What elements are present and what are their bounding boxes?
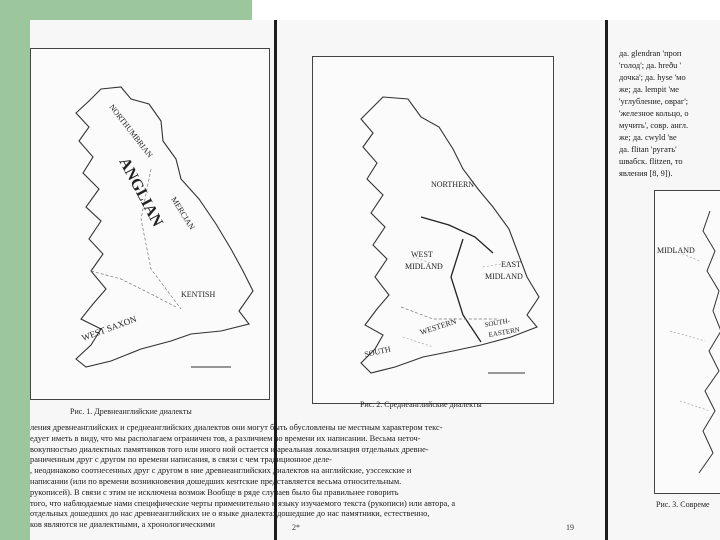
figure-2-caption: Рис. 2. Среднеанглийские диалекты xyxy=(360,400,482,409)
gloss-line: 'углубление, овраг'; xyxy=(619,97,689,106)
footnote-mark: 2* xyxy=(292,523,300,532)
text-line: , неодинаково соотнесенных друг с другом в ние древнеанглийских диалектов на английские, уэссекские и xyxy=(30,466,412,476)
text-line: ления древнеанглийских и среднеанглийских диалектов они могут быть обусловлены не местным характером текс- xyxy=(30,423,443,432)
map2-label: EASTERN xyxy=(487,325,521,339)
text-line: рукописей). В связи с этим не исключена возмож Вообще в ряде случаев было бы правильнее говорить xyxy=(30,487,399,497)
page-number: 19 xyxy=(566,523,574,532)
gloss-line: 'голод'; да. hreðu ' xyxy=(619,61,681,70)
gloss-line: дочка'; да. hyse 'мо xyxy=(619,73,686,82)
figure-1-caption: Рис. 1. Древнеанглийские диалекты xyxy=(70,407,192,416)
map-old-english-dialects xyxy=(30,48,270,400)
gloss-line: же; да. lempit 'ме xyxy=(619,85,679,94)
gloss-line: да. flitan 'ругать' xyxy=(619,145,677,154)
map1-label: NORTHUMBRIAN xyxy=(107,102,155,160)
map-modern-dialects xyxy=(654,190,720,494)
text-line: вокупностью диалектных памятников того или иного ной остается и ареальная локализация отдельных древне- xyxy=(30,444,429,454)
map2-label: SOUTH- xyxy=(483,316,511,329)
map1-label: MERCIAN xyxy=(169,195,197,232)
gloss-line: швабск. flitzen, то xyxy=(619,157,683,166)
map2-label: NORTHERN xyxy=(431,180,475,189)
gloss-line: же; да. cwyld 'ве xyxy=(619,133,677,142)
map2-label: MIDLAND xyxy=(485,272,523,281)
map1-label: KENTISH xyxy=(181,290,216,299)
england-outline-map-1 xyxy=(31,49,269,399)
map-middle-english-dialects xyxy=(312,56,554,404)
text-line: того, что наблюдаемые нами специфические черты применительно к языку изучаемого текста (рукописи) или автора, а xyxy=(30,498,456,508)
gloss-line: мучить', совр. англ. xyxy=(619,121,689,130)
text-line: написании (или по времени возникновения дошедших кентские представляется весьма относительным. xyxy=(30,476,402,486)
figure-3-caption: Рис. 3. Совреме xyxy=(656,500,710,509)
england-outline-map-3 xyxy=(655,191,720,493)
map1-label: WEST SAXON xyxy=(80,313,138,343)
map2-label: SOUTH xyxy=(363,344,392,359)
gloss-line: явления [8, 9]). xyxy=(619,169,673,178)
glossary-text xyxy=(619,48,720,180)
gloss-line: да. glendran 'проп xyxy=(619,49,682,58)
scanned-book-pages xyxy=(30,20,720,540)
map2-label: WEST xyxy=(411,250,433,259)
map3-label: MIDLAND xyxy=(657,246,695,255)
map1-label: ANGLIAN xyxy=(115,154,166,230)
body-text xyxy=(30,423,585,531)
map2-label: EAST xyxy=(501,260,521,269)
england-outline-map-2 xyxy=(313,57,553,403)
map2-label: WESTERN xyxy=(418,316,458,337)
text-line: отдельных дошедших до нас древнеанглийских не о языке диалекта: дошедшие до нас памятники, естественно, xyxy=(30,509,430,519)
map2-label: MIDLAND xyxy=(405,262,443,271)
text-line: ков являются не диалектными, а хронологическими xyxy=(30,520,216,530)
page-fold-2 xyxy=(605,20,608,540)
gloss-line: 'железное кольцо, о xyxy=(619,109,689,118)
text-line: раниченным друг с другом по времени написания, в связи с чем традиционное деле- xyxy=(30,455,332,465)
text-line: едует иметь в виду, что мы располагаем ограничен тов, а различием во времени их написании. Весьма неточ- xyxy=(30,433,421,443)
